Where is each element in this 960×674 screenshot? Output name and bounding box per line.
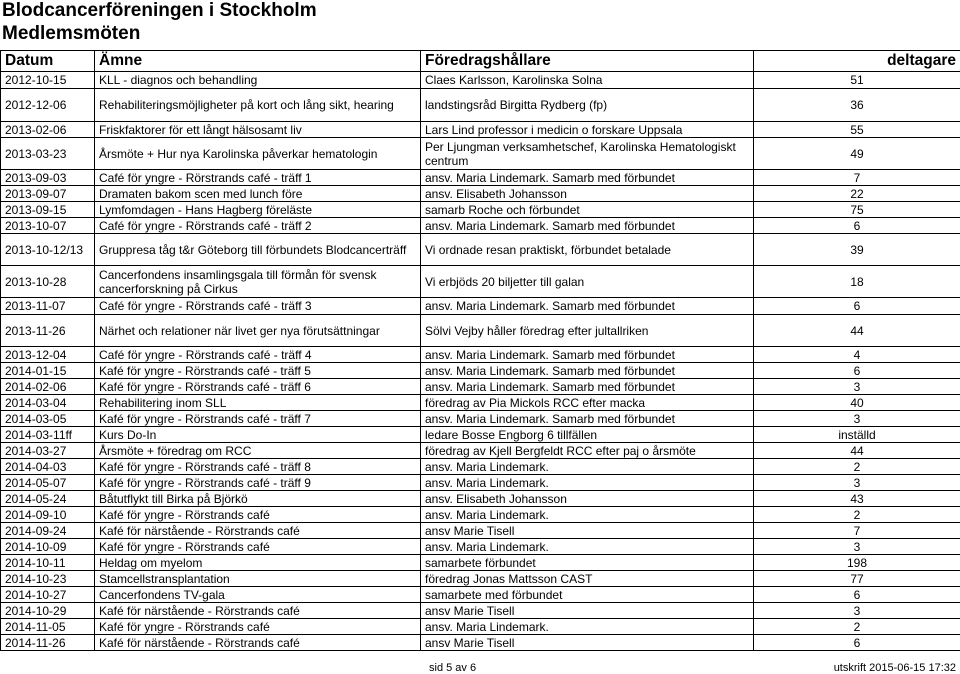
cell-date: 2013-11-07 bbox=[1, 298, 95, 315]
cell-speaker: Vi ordnade resan praktiskt, förbundet betalade bbox=[421, 234, 754, 266]
header-participants: deltagare bbox=[754, 51, 960, 72]
cell-topic: Dramaten bakom scen med lunch före bbox=[95, 186, 421, 202]
cell-speaker: samarbete med förbundet bbox=[421, 587, 754, 603]
cell-date: 2014-02-06 bbox=[1, 379, 95, 395]
cell-date: 2014-03-11ff bbox=[1, 427, 95, 443]
cell-date: 2013-03-23 bbox=[1, 138, 95, 170]
cell-participants: 4 bbox=[754, 347, 960, 363]
cell-speaker: ansv. Maria Lindemark. bbox=[421, 619, 754, 635]
cell-date: 2013-09-07 bbox=[1, 186, 95, 202]
cell-participants: 2 bbox=[754, 619, 960, 635]
cell-topic: Kafé för närstående - Rörstrands café bbox=[95, 603, 421, 619]
cell-speaker: ansv. Maria Lindemark. Samarb med förbundet bbox=[421, 218, 754, 234]
cell-date: 2014-11-05 bbox=[1, 619, 95, 635]
table-row bbox=[1, 507, 960, 523]
cell-speaker: Lars Lind professor i medicin o forskare Uppsala bbox=[421, 122, 754, 138]
cell-date: 2014-05-24 bbox=[1, 491, 95, 507]
cell-date: 2014-09-10 bbox=[1, 507, 95, 523]
cell-date: 2013-10-12/13 bbox=[1, 234, 95, 266]
table-row bbox=[1, 186, 960, 202]
cell-speaker: ansv. Maria Lindemark. Samarb med förbundet bbox=[421, 347, 754, 363]
table-row bbox=[1, 315, 960, 347]
cell-speaker: föredrag av Pia Mickols RCC efter macka bbox=[421, 395, 754, 411]
cell-topic: Friskfaktorer för ett långt hälsosamt liv bbox=[95, 122, 421, 138]
cell-participants: inställd bbox=[754, 427, 960, 443]
cell-participants: 6 bbox=[754, 587, 960, 603]
table-body bbox=[1, 72, 960, 651]
cell-participants: 43 bbox=[754, 491, 960, 507]
cell-participants: 3 bbox=[754, 539, 960, 555]
meetings-table bbox=[0, 50, 960, 651]
cell-speaker: föredrag Jonas Mattsson CAST bbox=[421, 571, 754, 587]
table-header-row bbox=[1, 51, 960, 72]
cell-topic: Kafé för närstående - Rörstrands café bbox=[95, 523, 421, 539]
cell-participants: 40 bbox=[754, 395, 960, 411]
cell-speaker: landstingsråd Birgitta Rydberg (fp) bbox=[421, 89, 754, 122]
table-row bbox=[1, 427, 960, 443]
table-row bbox=[1, 218, 960, 234]
header-speaker: Föredragshållare bbox=[421, 51, 754, 72]
cell-topic: Närhet och relationer när livet ger nya förutsättningar bbox=[95, 315, 421, 347]
document-title: Blodcancerföreningen i Stockholm bbox=[2, 0, 317, 21]
table-row bbox=[1, 72, 960, 89]
cell-date: 2014-04-03 bbox=[1, 459, 95, 475]
cell-participants: 75 bbox=[754, 202, 960, 218]
cell-speaker: ansv. Elisabeth Johansson bbox=[421, 186, 754, 202]
cell-topic: Kafé för yngre - Rörstrands café - träff 6 bbox=[95, 379, 421, 395]
cell-participants: 2 bbox=[754, 507, 960, 523]
cell-speaker: ansv. Maria Lindemark. Samarb med förbundet bbox=[421, 379, 754, 395]
cell-participants: 22 bbox=[754, 186, 960, 202]
cell-speaker: ansv Marie Tisell bbox=[421, 603, 754, 619]
cell-topic: Café för yngre - Rörstrands café - träff 4 bbox=[95, 347, 421, 363]
cell-participants: 18 bbox=[754, 266, 960, 298]
cell-participants: 6 bbox=[754, 363, 960, 379]
cell-speaker: samarbete förbundet bbox=[421, 555, 754, 571]
cell-topic: Lymfomdagen - Hans Hagberg föreläste bbox=[95, 202, 421, 218]
table-row bbox=[1, 298, 960, 315]
cell-participants: 44 bbox=[754, 443, 960, 459]
cell-speaker: ansv Marie Tisell bbox=[421, 523, 754, 539]
cell-topic: Heldag om myelom bbox=[95, 555, 421, 571]
cell-speaker: ansv. Maria Lindemark. bbox=[421, 507, 754, 523]
cell-date: 2014-05-07 bbox=[1, 475, 95, 491]
table-row bbox=[1, 443, 960, 459]
cell-date: 2012-12-06 bbox=[1, 89, 95, 122]
cell-speaker: ansv. Maria Lindemark. Samarb med förbundet bbox=[421, 411, 754, 427]
cell-participants: 55 bbox=[754, 122, 960, 138]
table-row bbox=[1, 475, 960, 491]
cell-date: 2014-10-09 bbox=[1, 539, 95, 555]
cell-topic: Cancerfondens insamlingsgala till förmån för svensk cancerforskning på Cirkus bbox=[95, 266, 421, 298]
cell-topic: Cancerfondens TV-gala bbox=[95, 587, 421, 603]
cell-speaker: ansv. Maria Lindemark. bbox=[421, 539, 754, 555]
cell-date: 2013-09-15 bbox=[1, 202, 95, 218]
cell-participants: 3 bbox=[754, 379, 960, 395]
table-row bbox=[1, 571, 960, 587]
cell-speaker: ansv Marie Tisell bbox=[421, 635, 754, 651]
cell-date: 2014-03-04 bbox=[1, 395, 95, 411]
table-row bbox=[1, 170, 960, 186]
cell-topic: Båtutflykt till Birka på Björkö bbox=[95, 491, 421, 507]
cell-topic: Kafé för yngre - Rörstrands café - träff 7 bbox=[95, 411, 421, 427]
table-row bbox=[1, 411, 960, 427]
cell-topic: Årsmöte + Hur nya Karolinska påverkar hematologin bbox=[95, 138, 421, 170]
cell-date: 2014-10-11 bbox=[1, 555, 95, 571]
cell-date: 2014-10-23 bbox=[1, 571, 95, 587]
cell-topic: Kafé för närstående - Rörstrands café bbox=[95, 635, 421, 651]
table-row bbox=[1, 587, 960, 603]
cell-speaker: Sölvi Vejby håller föredrag efter jultallriken bbox=[421, 315, 754, 347]
table-row bbox=[1, 234, 960, 266]
cell-participants: 49 bbox=[754, 138, 960, 170]
document-subtitle: Medlemsmöten bbox=[2, 23, 141, 44]
table-row bbox=[1, 202, 960, 218]
cell-participants: 51 bbox=[754, 72, 960, 89]
cell-topic: Kafé för yngre - Rörstrands café - träff 5 bbox=[95, 363, 421, 379]
cell-speaker: Per Ljungman verksamhetschef, Karolinska Hematologiskt centrum bbox=[421, 138, 754, 170]
cell-participants: 2 bbox=[754, 459, 960, 475]
cell-topic: Café för yngre - Rörstrands café - träff 2 bbox=[95, 218, 421, 234]
table-row bbox=[1, 635, 960, 651]
cell-speaker: ansv. Maria Lindemark. Samarb med förbundet bbox=[421, 363, 754, 379]
cell-topic: Kafé för yngre - Rörstrands café bbox=[95, 507, 421, 523]
cell-date: 2014-10-29 bbox=[1, 603, 95, 619]
cell-date: 2013-10-28 bbox=[1, 266, 95, 298]
table-row bbox=[1, 523, 960, 539]
cell-topic: Rehabiliteringsmöjligheter på kort och lång sikt, hearing bbox=[95, 89, 421, 122]
cell-participants: 3 bbox=[754, 411, 960, 427]
cell-speaker: ansv. Maria Lindemark. bbox=[421, 459, 754, 475]
table-row bbox=[1, 619, 960, 635]
cell-speaker: föredrag av Kjell Bergfeldt RCC efter paj o årsmöte bbox=[421, 443, 754, 459]
cell-speaker: samarb Roche och förbundet bbox=[421, 202, 754, 218]
table-row bbox=[1, 347, 960, 363]
table-row bbox=[1, 266, 960, 298]
cell-topic: Kafé för yngre - Rörstrands café bbox=[95, 539, 421, 555]
cell-date: 2013-11-26 bbox=[1, 315, 95, 347]
cell-date: 2013-10-07 bbox=[1, 218, 95, 234]
page-number: sid 5 av 6 bbox=[429, 662, 477, 674]
cell-topic: KLL - diagnos och behandling bbox=[95, 72, 421, 89]
cell-speaker: ansv. Maria Lindemark. bbox=[421, 475, 754, 491]
cell-participants: 7 bbox=[754, 170, 960, 186]
header-topic: Ämne bbox=[95, 51, 421, 72]
cell-participants: 39 bbox=[754, 234, 960, 266]
table-row bbox=[1, 89, 960, 122]
cell-participants: 198 bbox=[754, 555, 960, 571]
cell-participants: 6 bbox=[754, 298, 960, 315]
cell-topic: Kafé för yngre - Rörstrands café bbox=[95, 619, 421, 635]
table-row bbox=[1, 138, 960, 170]
table-row bbox=[1, 539, 960, 555]
cell-participants: 6 bbox=[754, 218, 960, 234]
cell-date: 2013-12-04 bbox=[1, 347, 95, 363]
cell-participants: 36 bbox=[754, 89, 960, 122]
cell-date: 2014-10-27 bbox=[1, 587, 95, 603]
table-row bbox=[1, 459, 960, 475]
table-row bbox=[1, 122, 960, 138]
cell-speaker: Vi erbjöds 20 biljetter till galan bbox=[421, 266, 754, 298]
cell-topic: Årsmöte + föredrag om RCC bbox=[95, 443, 421, 459]
cell-date: 2014-01-15 bbox=[1, 363, 95, 379]
cell-topic: Kafé för yngre - Rörstrands café - träff 8 bbox=[95, 459, 421, 475]
cell-date: 2013-02-06 bbox=[1, 122, 95, 138]
cell-topic: Gruppresa tåg t&r Göteborg till förbundets Blodcancerträff bbox=[95, 234, 421, 266]
cell-speaker: ansv. Maria Lindemark. Samarb med förbundet bbox=[421, 298, 754, 315]
cell-participants: 6 bbox=[754, 635, 960, 651]
cell-date: 2014-09-24 bbox=[1, 523, 95, 539]
cell-date: 2014-03-27 bbox=[1, 443, 95, 459]
header-date: Datum bbox=[1, 51, 95, 72]
cell-topic: Rehabilitering inom SLL bbox=[95, 395, 421, 411]
cell-date: 2012-10-15 bbox=[1, 72, 95, 89]
cell-topic: Café för yngre - Rörstrands café - träff 1 bbox=[95, 170, 421, 186]
table-row bbox=[1, 363, 960, 379]
cell-topic: Café för yngre - Rörstrands café - träff 3 bbox=[95, 298, 421, 315]
cell-participants: 7 bbox=[754, 523, 960, 539]
print-timestamp: utskrift 2015-06-15 17:32 bbox=[833, 662, 956, 674]
cell-date: 2014-03-05 bbox=[1, 411, 95, 427]
cell-participants: 77 bbox=[754, 571, 960, 587]
table-row bbox=[1, 603, 960, 619]
table-row bbox=[1, 379, 960, 395]
cell-date: 2013-09-03 bbox=[1, 170, 95, 186]
cell-participants: 3 bbox=[754, 475, 960, 491]
cell-participants: 44 bbox=[754, 315, 960, 347]
cell-topic: Stamcellstransplantation bbox=[95, 571, 421, 587]
cell-speaker: Claes Karlsson, Karolinska Solna bbox=[421, 72, 754, 89]
cell-topic: Kurs Do-In bbox=[95, 427, 421, 443]
cell-speaker: ledare Bosse Engborg 6 tillfällen bbox=[421, 427, 754, 443]
table-row bbox=[1, 555, 960, 571]
table-row bbox=[1, 491, 960, 507]
cell-participants: 3 bbox=[754, 603, 960, 619]
cell-speaker: ansv. Maria Lindemark. Samarb med förbundet bbox=[421, 170, 754, 186]
cell-topic: Kafé för yngre - Rörstrands café - träff 9 bbox=[95, 475, 421, 491]
cell-date: 2014-11-26 bbox=[1, 635, 95, 651]
cell-speaker: ansv. Elisabeth Johansson bbox=[421, 491, 754, 507]
table-row bbox=[1, 395, 960, 411]
